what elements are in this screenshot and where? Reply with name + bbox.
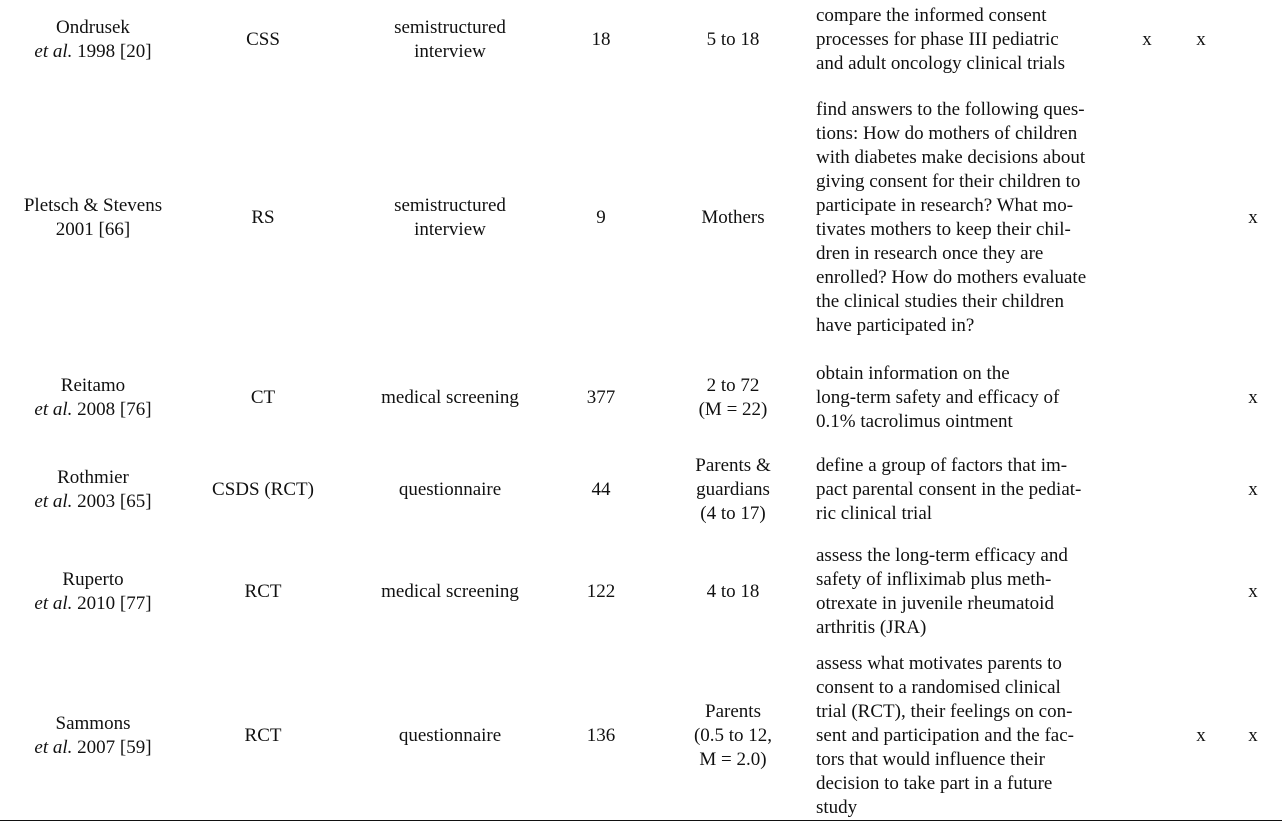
design-cell: RCT — [244, 581, 282, 602]
et-al: et al. — [34, 41, 73, 62]
table-row — [0, 360, 1282, 436]
aim-line: have participated in? — [816, 315, 975, 336]
aim-line: sent and participation and the fac- — [816, 725, 1074, 746]
aim-line: long-term safety and efficacy of — [816, 387, 1060, 408]
method-line: semistructured — [394, 17, 506, 38]
et-al: et al. — [34, 737, 73, 758]
aim-cell — [816, 652, 1122, 820]
author-citation — [34, 490, 151, 514]
aim-line: pact parental consent in the pediat- — [816, 479, 1082, 500]
age-line: Parents & — [695, 455, 771, 476]
author-citation — [34, 398, 151, 422]
aim-line: giving consent for their children to — [816, 171, 1081, 192]
year-ref: 2010 [77] — [72, 593, 152, 614]
aim-line: and adult oncology clinical trials — [816, 53, 1066, 74]
age-cell — [642, 542, 824, 642]
method-cell — [340, 2, 560, 78]
author-name: Ondrusek — [56, 17, 130, 38]
aim-cell — [816, 360, 1122, 436]
year-ref: 1998 [20] — [72, 41, 152, 62]
year-ref: 2007 [59] — [72, 737, 152, 758]
mark-col-1 — [1126, 452, 1168, 528]
aim-cell — [816, 452, 1122, 528]
mark-col-1: x — [1142, 29, 1152, 50]
author-name: Rothmier — [57, 467, 129, 488]
design-cell: CSS — [246, 29, 280, 50]
mark-col-3 — [1232, 2, 1274, 78]
year-ref: 2003 [65] — [72, 491, 152, 512]
author-cell — [0, 96, 186, 340]
aim-line: ric clinical trial — [816, 503, 933, 524]
method-cell — [340, 652, 560, 820]
mark-col-3: x — [1248, 387, 1258, 408]
aim-line: decision to take part in a future — [816, 773, 1053, 794]
aim-cell — [816, 96, 1122, 340]
table-row — [0, 2, 1282, 78]
mark-col-2 — [1180, 542, 1222, 642]
method-cell — [340, 452, 560, 528]
table-bottom-rule — [0, 820, 1282, 821]
author-cell — [0, 542, 186, 642]
aim-line: processes for phase III pediatric — [816, 29, 1059, 50]
mark-col-3: x — [1248, 207, 1258, 228]
design-cell: CT — [250, 387, 276, 408]
age-line: (4 to 17) — [700, 503, 766, 524]
aim-line: define a group of factors that im- — [816, 455, 1068, 476]
mark-col-3: x — [1248, 479, 1258, 500]
age-line: (0.5 to 12, — [693, 725, 773, 746]
author-cell — [0, 452, 186, 528]
aim-line: tors that would influence their — [816, 749, 1045, 770]
sample-size-cell: 377 — [586, 387, 616, 408]
author-cell — [0, 360, 186, 436]
design-cell: CSDS (RCT) — [212, 479, 314, 500]
age-line: 2 to 72 — [706, 375, 760, 396]
aim-line: tivates mothers to keep their chil- — [816, 219, 1071, 240]
author-cell — [0, 652, 186, 820]
et-al: et al. — [34, 491, 73, 512]
author-name: Ruperto — [62, 569, 124, 590]
aim-line: tions: How do mothers of children — [816, 123, 1078, 144]
aim-line: dren in research once they are — [816, 243, 1044, 264]
mark-col-1 — [1126, 360, 1168, 436]
age-line: M = 2.0) — [699, 749, 767, 770]
et-al: et al. — [34, 399, 73, 420]
mark-col-1 — [1126, 542, 1168, 642]
aim-line: 0.1% tacrolimus ointment — [816, 411, 1013, 432]
method-line: interview — [414, 219, 486, 240]
et-al: et al. — [34, 593, 73, 614]
author-name: Reitamo — [60, 375, 126, 396]
author-name: Pletsch & Stevens — [23, 195, 163, 216]
method-line: medical screening — [381, 387, 519, 408]
age-cell — [642, 96, 824, 340]
mark-col-3: x — [1248, 725, 1258, 746]
sample-size-cell: 18 — [591, 29, 611, 50]
aim-cell — [816, 2, 1122, 78]
year-ref: 2008 [76] — [72, 399, 152, 420]
method-cell — [340, 542, 560, 642]
aim-line: otrexate in juvenile rheumatoid — [816, 593, 1054, 614]
method-line: questionnaire — [398, 725, 502, 746]
mark-col-2 — [1180, 96, 1222, 340]
aim-line: enrolled? How do mothers evaluate — [816, 267, 1087, 288]
mark-col-1 — [1126, 652, 1168, 820]
sample-size-cell: 44 — [591, 479, 611, 500]
aim-line: with diabetes make decisions about — [816, 147, 1086, 168]
table-row — [0, 542, 1282, 642]
aim-line: compare the informed consent — [816, 5, 1047, 26]
age-line: 4 to 18 — [706, 581, 760, 602]
author-citation: 2001 [66] — [55, 219, 131, 240]
author-cell — [0, 2, 186, 78]
age-cell — [642, 360, 824, 436]
mark-col-2: x — [1196, 725, 1206, 746]
method-line: interview — [414, 41, 486, 62]
design-cell: RS — [251, 207, 275, 228]
mark-col-2 — [1180, 452, 1222, 528]
aim-line: assess the long-term efficacy and — [816, 545, 1068, 566]
sample-size-cell: 136 — [586, 725, 616, 746]
age-cell — [642, 652, 824, 820]
method-line: questionnaire — [398, 479, 502, 500]
aim-cell — [816, 542, 1122, 642]
sample-size-cell: 9 — [596, 207, 606, 228]
aim-line: study — [816, 797, 858, 818]
mark-col-2 — [1180, 360, 1222, 436]
method-cell — [340, 360, 560, 436]
age-line: Parents — [705, 701, 761, 722]
sample-size-cell: 122 — [586, 581, 616, 602]
aim-line: the clinical studies their children — [816, 291, 1064, 312]
method-cell — [340, 96, 560, 340]
method-line: semistructured — [394, 195, 506, 216]
author-citation — [34, 40, 151, 64]
age-line: (M = 22) — [698, 399, 768, 420]
age-line: Mothers — [701, 207, 765, 228]
age-cell — [642, 2, 824, 78]
author-citation — [34, 592, 151, 616]
aim-line: obtain information on the — [816, 363, 1010, 384]
table-row — [0, 652, 1282, 820]
aim-line: participate in research? What mo- — [816, 195, 1074, 216]
table-row — [0, 96, 1282, 340]
aim-line: arthritis (JRA) — [816, 617, 927, 638]
aim-line: safety of infliximab plus meth- — [816, 569, 1052, 590]
aim-line: assess what motivates parents to — [816, 653, 1062, 674]
author-name: Sammons — [55, 713, 131, 734]
author-citation — [34, 736, 151, 760]
mark-col-1 — [1126, 96, 1168, 340]
age-line: 5 to 18 — [706, 29, 760, 50]
age-line: guardians — [696, 479, 770, 500]
age-cell — [642, 452, 824, 528]
table-row — [0, 452, 1282, 528]
mark-col-3: x — [1248, 581, 1258, 602]
mark-col-2: x — [1196, 29, 1206, 50]
aim-line: consent to a randomised clinical — [816, 677, 1061, 698]
method-line: medical screening — [381, 581, 519, 602]
aim-line: trial (RCT), their feelings on con- — [816, 701, 1073, 722]
design-cell: RCT — [244, 725, 282, 746]
aim-line: find answers to the following ques- — [816, 99, 1085, 120]
